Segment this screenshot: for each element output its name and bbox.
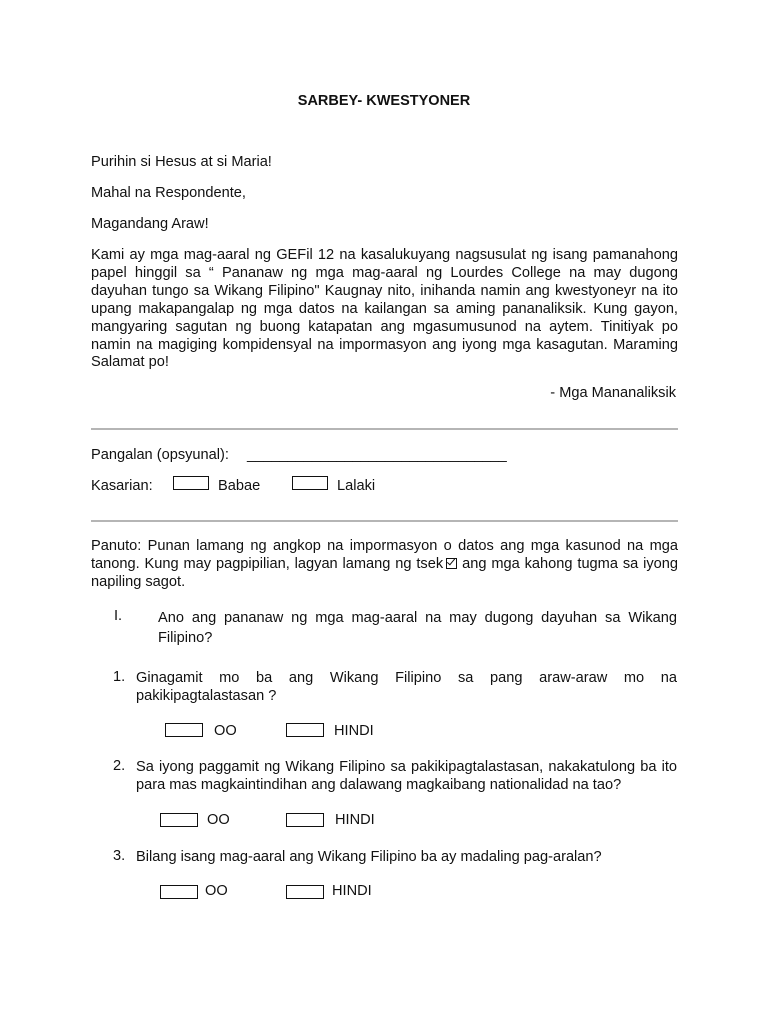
greeting: Purihin si Hesus at si Maria! (91, 154, 272, 170)
q1-checkbox-hindi[interactable] (286, 723, 324, 737)
salutation: Mahal na Respondente, (91, 185, 246, 201)
gender-option-lalaki: Lalaki (337, 478, 376, 494)
check-mark-icon (446, 558, 457, 569)
instructions-text-end: ang mga kahong tugma sa iyong napiling sagot. (91, 555, 678, 590)
name-field-blank[interactable]: ________________________________ (247, 447, 507, 463)
q2-option-oo: OO (207, 812, 230, 828)
q3-option-oo: OO (205, 883, 228, 899)
q2-checkbox-hindi[interactable] (286, 813, 324, 827)
signature: - Mga Mananaliksik (550, 385, 676, 401)
gender-checkbox-babae[interactable] (173, 476, 209, 490)
q1-checkbox-oo[interactable] (165, 723, 203, 737)
instructions (91, 538, 678, 592)
name-field-row (91, 447, 507, 463)
question-text: Sa iyong paggamit ng Wikang Filipino sa pakikipagtalastasan, nakakatulong ba ito para mas magkaintindihan ang dalawang magkaibang nationalidad na tao? (136, 759, 677, 793)
section-numeral: I. (114, 608, 123, 624)
q2-option-hindi: HINDI (335, 812, 375, 828)
question-number: 1. (113, 669, 126, 685)
divider-bottom (91, 520, 678, 522)
gender-checkbox-lalaki[interactable] (292, 476, 328, 490)
question-number: 2. (113, 758, 126, 774)
q3-checkbox-hindi[interactable] (286, 885, 324, 899)
question-text: Bilang isang mag-aaral ang Wikang Filipino ba ay madaling pag-aralan? (136, 849, 602, 865)
question-text: Ginagamit mo ba ang Wikang Filipino sa pang araw-araw mo na pakikipagtalastasan ? (136, 670, 677, 704)
intro-paragraph: Kami ay mga mag-aaral ng GEFil 12 na kasalukuyang nagsusulat ng isang pamanahong papel hinggil sa “ Pananaw ng mga mag-aaral ng Lourdes College na may dugong dayuhan tungo sa Wikang Filipino" Kaugnay nito, inihanda namin ang kwestyoneyr na ito upang makapangalap ng mga datos na kailangan sa aming pananaliksik. Kung gayon, mangyaring sagutan ng buong katapatan ang mgasumusunod na aytem. Tinitiyak po namin na magiging kompidensyal na impormasyon ang iyong mga kasagutan. Maraming Salamat po! (91, 247, 678, 371)
q3-option-hindi: HINDI (332, 883, 372, 899)
question-number: 3. (113, 848, 126, 864)
gender-option-babae: Babae (218, 478, 261, 494)
section-heading: Ano ang pananaw ng mga mag-aaral na may dugong dayuhan sa Wikang Filipino? (158, 610, 677, 646)
good-day: Magandang Araw! (91, 216, 209, 232)
q1-option-hindi: HINDI (334, 723, 374, 739)
instructions-text: Panuto: Punan lamang ng angkop na impormasyon o datos ang mga kasunod na mga tanong. Kung may pagpipilian, lagyan lamang ng tsek (91, 538, 678, 572)
name-field-label: Pangalan (opsyunal): (91, 447, 229, 463)
page-title: SARBEY- KWESTYONER (297, 93, 471, 109)
q1-option-oo: OO (214, 723, 237, 739)
q2-checkbox-oo[interactable] (160, 813, 198, 827)
q3-checkbox-oo[interactable] (160, 885, 198, 899)
divider-top (91, 428, 678, 430)
gender-label: Kasarian: (91, 478, 153, 494)
